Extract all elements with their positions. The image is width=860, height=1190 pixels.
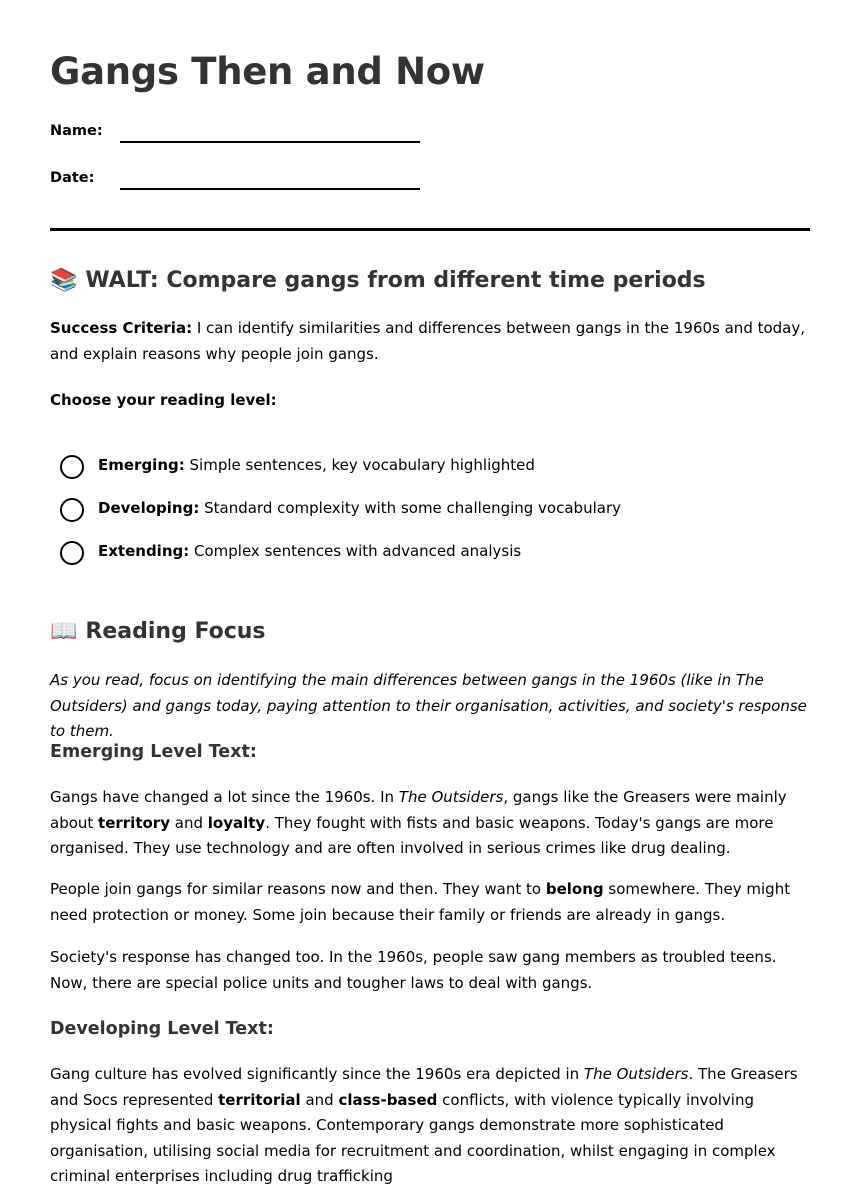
emerging-heading: Emerging Level Text:: [50, 742, 257, 762]
level-extending-text: [98, 542, 521, 560]
radio-extending[interactable]: [60, 541, 84, 565]
developing-p1-book-title: The Outsiders: [583, 1065, 689, 1083]
developing-p1-c: and: [300, 1090, 339, 1109]
books-icon: 📚: [50, 268, 78, 293]
radio-developing[interactable]: [60, 498, 84, 522]
name-label: Name:: [50, 123, 103, 139]
emerging-p1-book-title: The Outsiders: [398, 788, 504, 806]
choose-level-prompt: [50, 388, 810, 414]
header-divider: [50, 228, 810, 231]
name-input-line[interactable]: [120, 141, 420, 143]
emerging-p1-keyword-loyalty: loyalty: [207, 813, 266, 832]
reading-focus-heading-text: Reading Focus: [85, 619, 266, 644]
reading-focus-instruction: As you read, focus on identifying the main differences between gangs in the 1960s (like in The Outsiders) and gangs today, paying attention to their organisation, activities, and society's response to them.: [50, 671, 807, 740]
developing-p1-keyword-territorial: territorial: [218, 1090, 301, 1109]
level-emerging-text: [98, 456, 535, 474]
radio-emerging[interactable]: [60, 455, 84, 479]
walt-heading: [50, 268, 706, 293]
level-emerging-label: Emerging:: [98, 456, 185, 474]
emerging-paragraph-3: Society's response has changed too. In the 1960s, people saw gang members as troubled teens. Now, there are special police units and tougher laws to deal with gangs.: [50, 948, 777, 992]
success-criteria-label: Success Criteria:: [50, 319, 193, 337]
level-option-emerging[interactable]: [60, 455, 800, 481]
open-book-icon: 📖: [50, 619, 78, 644]
date-input-line[interactable]: [120, 188, 420, 190]
emerging-p2-a: People join gangs for similar reasons now and then. They want to: [50, 880, 546, 898]
emerging-p1-keyword-territory: territory: [98, 813, 170, 832]
emerging-p2-b: somewhere. They might need protection or money. Some join because their family or friends are already in gangs.: [50, 880, 791, 924]
level-emerging-desc: Simple sentences, key vocabulary highlighted: [184, 456, 535, 474]
emerging-p1-a: Gangs have changed a lot since the 1960s. In: [50, 788, 399, 806]
name-field[interactable]: [50, 123, 420, 153]
level-option-developing[interactable]: [60, 498, 800, 524]
level-extending-label: Extending:: [98, 542, 190, 560]
choose-level-label: Choose your reading level:: [50, 391, 277, 409]
reading-focus-heading: [50, 619, 266, 644]
emerging-p1-b: , gangs like the Greasers were mainly about: [50, 788, 787, 832]
date-field[interactable]: [50, 170, 420, 200]
emerging-p1-c: and: [169, 813, 208, 832]
level-developing-label: Developing:: [98, 499, 200, 517]
developing-p1-keyword-class-based: class-based: [338, 1090, 438, 1109]
emerging-p2-keyword-belong: belong: [545, 880, 604, 898]
level-developing-text: [98, 499, 621, 517]
emerging-paragraph-2: [50, 877, 810, 928]
success-criteria-text: I can identify similarities and differences between gangs in the 1960s and today, and explain reasons why people join gangs.: [50, 319, 806, 363]
developing-p1-d: conflicts, with violence typically involving physical fights and basic weapons. Contemporary gangs demonstrate more sophisticated organisation, utilising social media for recruitment and coordination, whilst engaging in complex criminal enterprises including drug trafficking: [50, 1090, 776, 1185]
emerging-p1-d: . They fought with fists and basic weapons. Today's gangs are more organised. They use technology and are often involved in serious crimes like drug dealing.: [50, 813, 774, 857]
walt-heading-text: WALT: Compare gangs from different time periods: [85, 268, 706, 293]
date-label: Date:: [50, 170, 95, 186]
developing-paragraph-1: [50, 1062, 810, 1190]
success-criteria: [50, 316, 810, 367]
developing-heading: Developing Level Text:: [50, 1019, 274, 1039]
page-title: Gangs Then and Now: [50, 50, 485, 93]
level-option-extending[interactable]: [60, 541, 800, 567]
level-developing-desc: Standard complexity with some challenging vocabulary: [199, 499, 621, 517]
developing-p1-b: . The Greasers and Socs represented: [50, 1065, 798, 1109]
developing-p1-a: Gang culture has evolved significantly since the 1960s era depicted in: [50, 1065, 584, 1083]
level-extending-desc: Complex sentences with advanced analysis: [189, 542, 522, 560]
emerging-paragraph-1: [50, 785, 810, 862]
